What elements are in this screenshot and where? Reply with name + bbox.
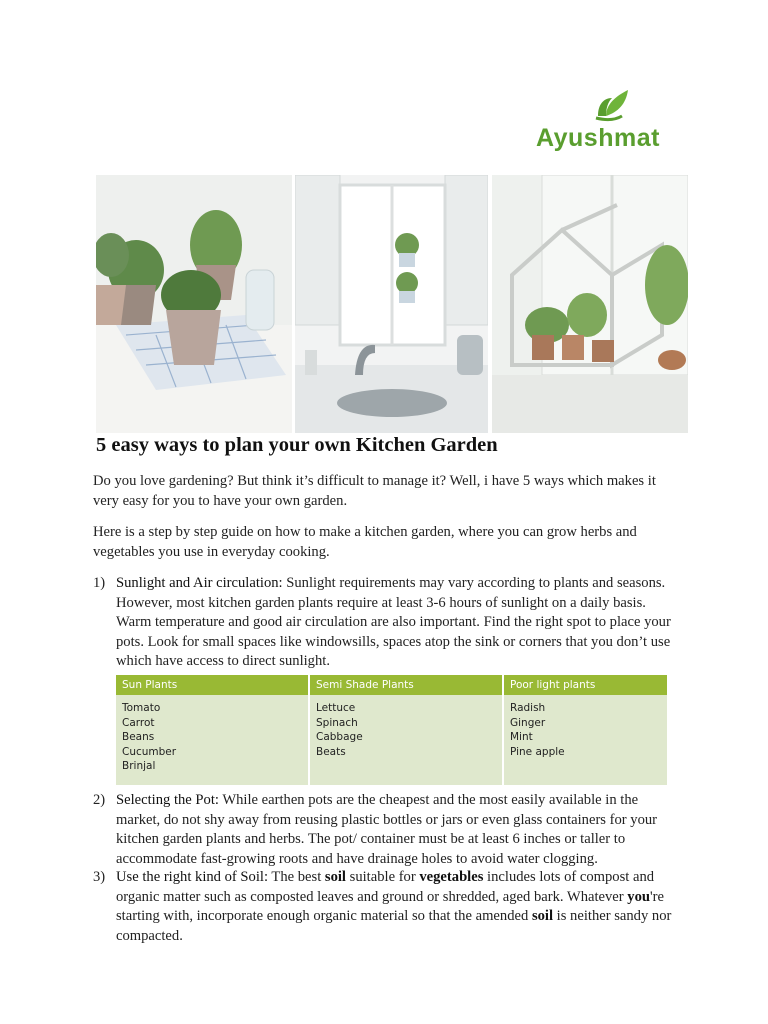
plants-table (116, 675, 667, 785)
table-cell (309, 695, 503, 785)
item-text: includes lots of compost and organic matter such as composted leaves and ground or shredded, aged bark. Whatever (116, 869, 655, 905)
item-text: 're starting with, incorporate enough organic material so that the amended (116, 888, 664, 924)
leaf-logo-icon (592, 86, 632, 124)
logo-text: Ayushmat (536, 124, 660, 152)
plant-name: Ginger (510, 716, 546, 729)
page-title: 5 easy ways to plan your own Kitchen Garden (96, 434, 498, 456)
item-title: Sunlight and Air circulation: (116, 575, 283, 591)
item-text: The best (268, 869, 325, 885)
plant-name: Mint (510, 731, 533, 744)
plant-name: Cucumber (122, 745, 177, 758)
emphasis: soil (324, 869, 346, 885)
photo-strip (96, 175, 688, 433)
item-title: Selecting the Pot: (116, 792, 219, 808)
emphasis: you (627, 888, 650, 905)
table-header-row (116, 675, 667, 695)
emphasis: soil (531, 908, 554, 924)
plant-name: Tomato (122, 702, 161, 714)
item-text: is neither sandy nor compacted. (116, 908, 672, 944)
list-number: 3) (93, 869, 106, 885)
plant-name: Pine apple (510, 745, 565, 758)
mini-greenhouse-photo (492, 175, 688, 433)
table-cell (503, 695, 667, 785)
table-cell (116, 695, 309, 785)
column-header: Sun Plants (116, 675, 309, 695)
plant-name: Lettuce (316, 702, 356, 714)
plant-name: Beats (316, 745, 346, 758)
table-row (116, 695, 667, 785)
item-text: While earthen pots are the cheapest and the most easily available in the market, do not shy away from reusing plastic bottles or jars or even glass containers for your kitchen garden plants and herbs. The pot/ container must be at least 6 inches or taller to accommodate fast-growing roots and have drainage holes to avoid water clogging. (116, 792, 658, 867)
kitchen-window-photo (295, 175, 488, 433)
plant-name: Cabbage (316, 731, 363, 744)
item-text: Sunlight requirements may vary according to plants and seasons. However, most kitchen garden plants require at least 3-6 hours of sunlight on a daily basis. Warm temperature and good air circulation are also important. Find the right spot to place your pots. Look for small spaces like windowsills, spaces atop the sink or corners that you don’t use which have access to direct sunlight. (116, 575, 671, 669)
list-number: 1) (93, 575, 106, 591)
plant-name: Spinach (316, 716, 358, 729)
plant-name: Beans (122, 731, 155, 744)
plant-name: Radish (510, 702, 546, 714)
brand-logo (534, 84, 674, 156)
column-header: Poor light plants (503, 675, 667, 695)
list-number: 2) (93, 792, 106, 808)
plant-name: Brinjal (122, 760, 156, 773)
herb-pots-photo (96, 175, 292, 433)
column-header: Semi Shade Plants (309, 675, 503, 695)
emphasis: vegetables (419, 869, 484, 885)
item-text: suitable for (346, 869, 420, 885)
intro-paragraph: Do you love gardening? But think it’s difficult to manage it? Well, i have 5 ways which makes it very easy for you to have your own garden. (93, 473, 656, 509)
guide-paragraph: Here is a step by step guide on how to make a kitchen garden, where you can grow herbs and vegetables you use in everyday cooking. (93, 524, 637, 560)
plant-name: Carrot (122, 716, 155, 729)
item-title: Use the right kind of Soil: (116, 869, 269, 885)
